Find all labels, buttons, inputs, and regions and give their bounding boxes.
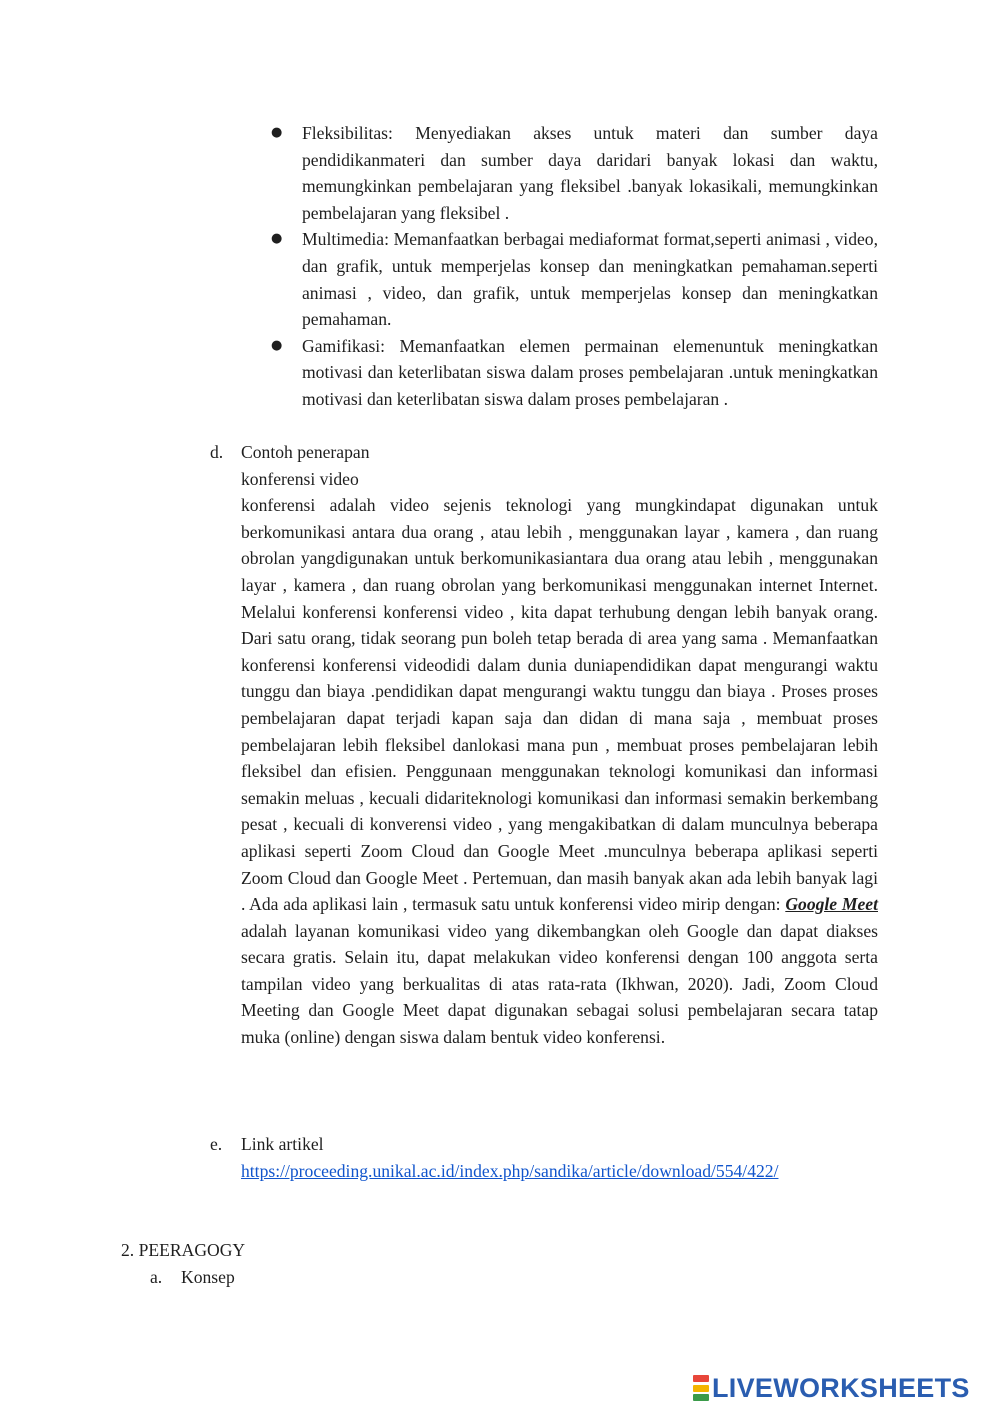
article-link[interactable]: https://proceeding.unikal.ac.id/index.php/sandika/article/download/554/422/ [241, 1160, 779, 1181]
paragraph-text-before: konferensi adalah video sejenis teknologi yang mungkindapat digunakan untuk berkomunikasi antara dua orang , atau lebih , menggunakan layar , kamera , dan ruang obrolan yangdigunakan untuk berkomunikasiantara dua orang atau lebih , menggunakan layar , kamera , dan ruang obrolan yang berkomunikasi menggunakan internet Internet. Melalui konferensi konferensi video , kita dapat terhubung dengan lebih banyak orang. Dari satu orang, tidak seorang pun boleh tetap berada di area yang sama . Memanfaatkan konferensi konferensi videodidi dalam dunia duniapendidikan dapat mengurangi waktu tunggu dan biaya .pendidikan dapat mengurangi waktu tunggu dan biaya . Proses proses pembelajaran dapat terjadi kapan saja dan didan di mana saja , membuat proses pembelajaran lebih fleksibel danlokasi mana pun , membuat proses pembelajaran lebih fleksibel dan efisien. Penggunaan menggunakan teknologi komunikasi dan informasi semakin meluas , kecuali didariteknologi komunikasi dan informasi semakin berkembang pesat , kecuali di konverensi video , yang mengakibatkan di dalam munculnya beberapa aplikasi seperti Zoom Cloud dan Google Meet .munculnya beberapa aplikasi seperti Zoom Cloud dan Google Meet . Pertemuan, dan masih banyak akan ada lebih banyak lagi . Ada ada aplikasi lain , termasuk satu untuk konferensi video mirip dengan: [241, 495, 878, 915]
section-2a-konsep [150, 1264, 235, 1291]
section-e-title: Link artikel [241, 1134, 324, 1154]
bullet-label: Fleksibilitas: [302, 123, 393, 143]
section-2a-marker: a. [150, 1267, 163, 1287]
bullet-icon: ● [271, 125, 283, 140]
section-d-paragraph [241, 492, 878, 1050]
section-e-link-artikel [210, 1131, 878, 1184]
section-d-subtitle: konferensi video [241, 468, 359, 489]
section-2a-title: Konsep [181, 1267, 235, 1287]
bullet-text: Memanfaatkan berbagai mediaformat format,seperti animasi , video, dan grafik, untuk memperjelas konsep dan meningkatkan pemahaman.seperti animasi , video, dan grafik, untuk memperjelas konsep dan meningkatkan pemahaman. [302, 229, 878, 330]
bullet-icon: ● [271, 337, 283, 353]
liveworksheets-icon [693, 1375, 709, 1401]
bullet-label: Multimedia: [302, 229, 389, 250]
section-e-marker: e. [210, 1134, 223, 1154]
bullet-text: Menyediakan akses untuk materi dan sumber daya pendidikanmateri dan sumber daya daridari banyak lokasi dan waktu, memungkinkan pembelajaran yang fleksibel .banyak lokasikali, memungkinkan pembelajaran yang fleksibel . [302, 123, 878, 223]
google-meet-emphasis: Google Meet [785, 894, 878, 915]
list-item [271, 120, 878, 226]
list-item [271, 226, 878, 332]
liveworksheets-wordmark: LIVEWORKSHEETS [712, 1373, 970, 1403]
liveworksheets-logo [693, 1373, 970, 1403]
list-item [271, 333, 878, 413]
bullet-icon: ● [271, 231, 283, 247]
bullet-label: Gamifikasi: [302, 335, 386, 356]
bullet-text: Memanfaatkan elemen permainan elemenuntuk meningkatkan motivasi dan keterlibatan siswa dalam proses pembelajaran .untuk meningkatkan motivasi dan keterlibatan siswa dalam proses pembelajaran . [302, 335, 878, 409]
section-d-contoh-penerapan [210, 439, 878, 1051]
paragraph-text-after: adalah layanan komunikasi video yang dikembangkan oleh Google dan dapat diakses secara gratis. Selain itu, dapat melakukan video konferensi dengan 100 anggota serta tampilan video yang berkualitas di atas rata-rata (Ikhwan, 2020). Jadi, Zoom Cloud Meeting dan Google Meet dapat digunakan sebagai solusi pembelajaran secara tatap muka (online) dengan siswa dalam bentuk video konferensi. [241, 920, 878, 1048]
section-d-marker: d. [210, 442, 224, 462]
section-2-heading: 2. PEERAGOGY [121, 1240, 246, 1260]
section-d-title: Contoh penerapan [241, 442, 370, 462]
feature-bullet-list [271, 120, 878, 413]
